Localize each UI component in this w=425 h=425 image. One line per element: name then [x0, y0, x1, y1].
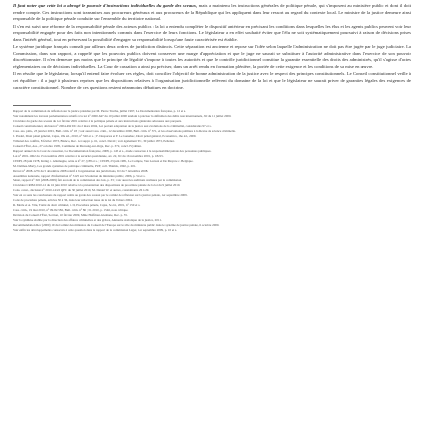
- footnote: Conseil constitutionnel, décision n° 2004-492 DC du 2 mars 2004, Loi portant adaptation de la justice aux évolutions de la criminalité, considérants 97 et s.: [13, 123, 212, 128]
- footnote: J. Pradel, Droit pénal général, Cujas, 18e éd., 2010, n° 520 et s. ; F. Desportes et F. Le Gunehec, Droit pénal général, Economica, 16e éd., 2009.: [13, 133, 197, 138]
- footnotes: [13, 109, 411, 232]
- paragraph-text: Il en résulte que le législateur, lorsqu'il entend faire évoluer ces règles, doit concilier l'objectif de bonne administration de la justice avec le respect des principes constitutionnels. Le Conseil constitutionnel veille à cet équilibre : il a jugé à plusieurs reprises que les dispositions relatives à l'organisation juridictionnelle relèvent du domaine de la loi et que le législateur ne saurait priver de garanties légales des exigences de caractère constitutionnel. Nombre de ces questions restent néanmoins débattues en doctrine.: [13, 71, 411, 90]
- footnote: Sénat, rapport n° 345 (2008-2009) fait au nom de la commission des lois, p. 33 ; voir aussi les auditions réalisées par la commission.: [13, 178, 183, 183]
- paragraph-lead: Il faut noter que cette loi a abrogé le pouvoir d'instructions individuelles du garde des sceaux,: [13, 3, 198, 8]
- footnote: Voir notamment les travaux parlementaires relatifs à la loi n° 2000-647 du 10 juillet 2000 tendant à préciser la définition des délits non intentionnels, JO du 11 juillet 2000.: [13, 114, 232, 119]
- footnote: Décret n° 2008-1276 du 5 décembre 2008 relatif à l'organisation des juridictions, JO du 7 décembre 2008.: [13, 168, 149, 173]
- footnote: Cass. crim., 19 mai 2010, n° 09-82.582, Bull. crim. n° 86 ; D. 2010, p. 1546, note critique.: [13, 208, 129, 213]
- footnote: Loi n° 2001-1062 du 15 novembre 2001 relative à la sécurité quotidienne, art. 22, JO du 16 novembre 2001, p. 18215.: [13, 153, 164, 158]
- footnote: Circulaire du garde des sceaux du 1er février 2001 relative à la politique pénale et aux instructions générales adressées aux parquets.: [13, 119, 182, 124]
- footnote: Rapport de la commission de réflexion sur la justice présidée par M. Pierre Truche, juillet 1997, La Documentation française, p. 12 et s.: [13, 109, 186, 114]
- footnote: Décision du Conseil d'État, Section, 10 février 2009, Mme Hoffman-Glemane, Rec. p. 35.: [13, 213, 128, 218]
- footnote: Recommandation Rec (2000) 19 du Comité des ministres du Conseil de l'Europe sur le rôle du ministère public dans le système de justice pénale, 6 octobre 2000.: [13, 223, 220, 228]
- footnote: Circulaire CRIM 2010-12 du 16 juin 2010 relative à la présentation des dispositions de procédure pénale de la loi du 9 juillet 2010.: [13, 183, 181, 188]
- footnote: Conseil d'État, Ass., 27 octobre 1995, Commune de Morsang-sur-Orge, Rec. p. 372, concl. Frydman.: [13, 143, 142, 148]
- body-paragraph: [13, 3, 411, 23]
- paragraph-text: Le système juridique français connaît par ailleurs deux ordres de juridiction distincts. Cette séparation est ancienne et repose sur l'idée selon laquelle l'administration ne doit pas être jugée par le juge judiciaire. La Commission, dans son rapport, a rappelé que les pouvoirs publics doivent conserver une marge d'appréciation et que le juge ne saurait se substituer à l'autorité administrative dans l'exercice de son pouvoir discrétionnaire. Il n'en demeure pas moins que le principe de légalité s'impose à toutes les autorités et que le contrôle juridictionnel constitue la garantie essentielle des droits des administrés, qu'il s'agisse d'actes réglementaires ou de décisions individuelles. La Cour de cassation a ainsi pu préciser, dans un arrêt rendu en formation plénière, la portée de cette exigence et les conditions de sa mise en œuvre.: [13, 44, 411, 69]
- footnote: Cass. ass. plén., 23 janvier 2001, Bull. crim. n° 18 ; voir aussi Cass. crim., 12 décembre 2000, Bull. crim. n° 371, et les observations publiées à la Revue de science criminelle.: [13, 128, 236, 133]
- body-paragraph: [13, 71, 411, 91]
- footnote: Code de procédure pénale, articles 30 à 36, dans leur rédaction issue de la loi du 9 mars 2004.: [13, 198, 133, 203]
- footnote: R. Merle et A. Vitu, Traité de droit criminel, t. II, Procédure pénale, Cujas, 5e éd., 2001, n° 150 et s.: [13, 203, 141, 208]
- footnote: CEDH, 28 juin 1978, König c. Allemagne, série A n° 27, § 88 et s. ; CEDH, 23 juin 1981, Le Compte, Van Leuven et De Meyere c. Belgique.: [13, 158, 194, 163]
- footnote: Voir en ce sens les conclusions du rapport remis au garde des sceaux par le comité de réflexion sur la justice pénale, 1er septembre 2009.: [13, 193, 188, 198]
- footnote: Cons. const., décision n° 2010-14/22 QPC du 30 juillet 2010, M. Daniel W. et autres, considérants 26 à 29.: [13, 188, 150, 193]
- footnote: Rapport annuel de la Cour de cassation, La Documentation française, 2008, p. 145 et s., étude consacrée à la responsabilité pénale des personnes publiques.: [13, 148, 212, 153]
- footnote: Tribunal des conflits, 8 février 1873, Blanco, Rec. 1er suppl. p. 61, concl. David ; voir également TC, 30 juillet 1873, Pelletier.: [13, 138, 175, 143]
- footnote: Voir enfin les développements consacrés à cette question dans le rapport de la commission Léger, 1er septembre 2009, p. 10 et s.: [13, 227, 178, 232]
- footnote: Assemblée nationale, rapport d'information n° 3125 sur l'évolution du ministère public, 2006, p. 54 et s.: [13, 173, 146, 178]
- footnote: M. Delmas-Marty, Les grands systèmes de politique criminelle, PUF, coll. Thémis, 1992, p. 201.: [13, 163, 137, 168]
- paragraph-text: Il s'en est suivi une réforme de la responsabilité pénale des acteurs publics : la loi a entendu compléter le dispositif antérieur en précisant les conditions dans lesquelles les élus et les agents publics peuvent voir leur responsabilité engagée pour des faits non intentionnels commis dans l'exercice de leurs fonctions. Le législateur a en effet souhaité éviter que l'élu ne soit systématiquement poursuivi à raison de décisions prises dans l'intérêt général, tout en préservant la possibilité d'engager sa responsabilité lorsqu'une faute caractérisée est établie.: [13, 23, 411, 42]
- footnote: Voir la synthèse établie par la direction des affaires criminelles et des grâces, Annuaire statistique de la justice, 2011.: [13, 218, 162, 223]
- body-text: [13, 3, 411, 91]
- body-paragraph: [13, 44, 411, 70]
- body-paragraph: [13, 24, 411, 44]
- paragraph-text: mais a maintenu les instructions générales de politique pénale, qui s'imposent au ministère public et dont il doit rendre compte. Ces instructions sont transmises aux procureurs généraux et aux procureurs de la République qui les appliquent dans leur ressort au regard du contexte local. Le ministre de la justice demeure ainsi responsable de la politique pénale conduite sur l'ensemble du territoire national.: [13, 3, 412, 22]
- footnote-separator: [13, 105, 71, 106]
